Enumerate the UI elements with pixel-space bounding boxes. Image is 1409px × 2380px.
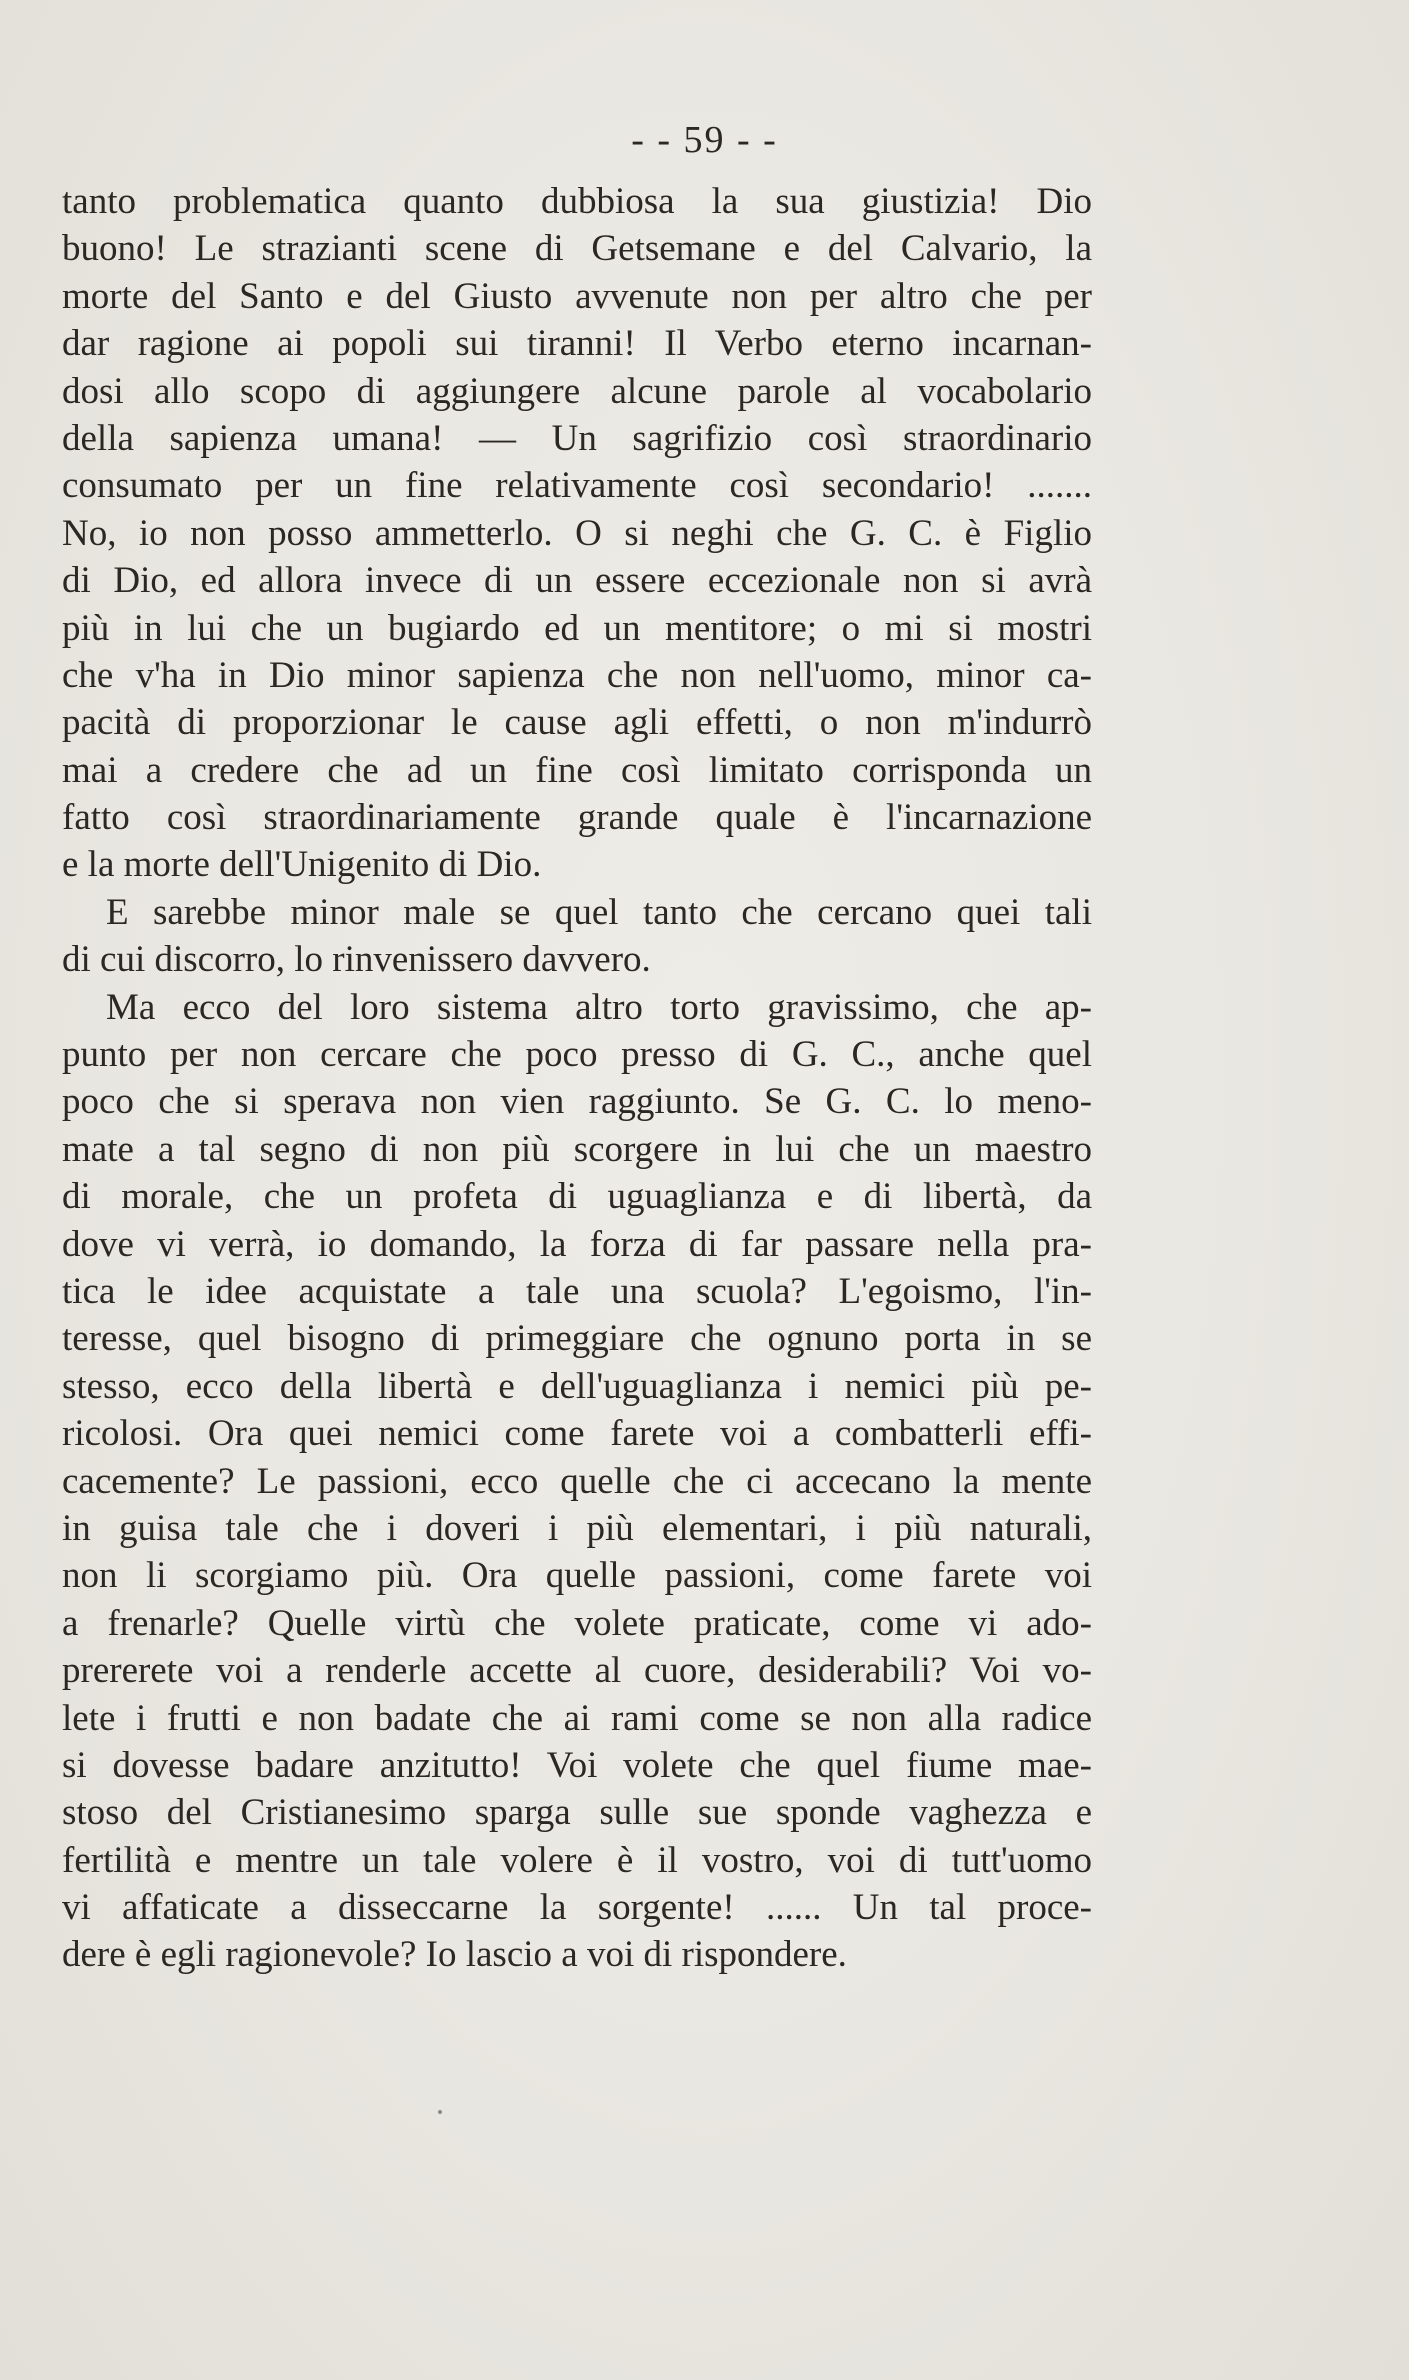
text-line: pacità di proporzionar le cause agli effetti, o non m'indurrò — [62, 702, 1092, 744]
paper-speck — [438, 2110, 442, 2114]
page-number: - - 59 - - — [631, 119, 778, 161]
text-line: mate a tal segno di non più scorgere in lui che un maestro — [62, 1128, 1092, 1170]
text-line: ricolosi. Ora quei nemici come farete voi a combatterli effi- — [62, 1413, 1092, 1455]
text-line: dere è egli ragionevole? Io lascio a voi di rispondere. — [62, 1934, 847, 1976]
text-line: mai a credere che ad un fine così limitato corrisponda un — [62, 749, 1092, 791]
text-line: a frenarle? Quelle virtù che volete praticate, come vi ado- — [62, 1602, 1092, 1644]
text-line: buono! Le strazianti scene di Getsemane e del Calvario, la — [62, 228, 1092, 270]
text-line: stesso, ecco della libertà e dell'uguaglianza i nemici più pe- — [62, 1365, 1092, 1407]
text-line: in guisa tale che i doveri i più elementari, i più naturali, — [62, 1507, 1092, 1549]
text-line: e la morte dell'Unigenito di Dio. — [62, 844, 542, 886]
text-line: Ma ecco del loro sistema altro torto gravissimo, che ap- — [106, 986, 1092, 1028]
text-line: della sapienza umana! — Un sagrifizio così straordinario — [62, 417, 1092, 459]
text-line: E sarebbe minor male se quel tanto che cercano quei tali — [106, 891, 1092, 933]
text-line: prererete voi a renderle accette al cuore, desiderabili? Voi vo- — [62, 1650, 1092, 1692]
text-line: che v'ha in Dio minor sapienza che non nell'uomo, minor ca- — [62, 654, 1092, 696]
text-line: punto per non cercare che poco presso di G. C., anche quel — [62, 1034, 1092, 1076]
text-line: di cui discorro, lo rinvenissero davvero. — [62, 939, 651, 981]
text-line: tanto problematica quanto dubbiosa la sua giustizia! Dio — [62, 181, 1092, 222]
text-line: di Dio, ed allora invece di un essere eccezionale non si avrà — [62, 560, 1092, 602]
text-line: fertilità e mentre un tale volere è il vostro, voi di tutt'uomo — [62, 1839, 1092, 1881]
text-line: poco che si sperava non vien raggiunto. Se G. C. lo meno- — [62, 1081, 1092, 1123]
body-text — [62, 178, 1092, 1979]
text-line: si dovesse badare anzitutto! Voi volete che quel fiume mae- — [62, 1744, 1092, 1786]
text-line: No, io non posso ammetterlo. O si neghi che G. C. è Figlio — [62, 512, 1092, 554]
text-line: lete i frutti e non badate che ai rami come se non alla radice — [62, 1697, 1092, 1739]
text-line: di morale, che un profeta di uguaglianza e di libertà, da — [62, 1176, 1092, 1218]
text-line: dar ragione ai popoli sui tiranni! Il Verbo eterno incarnan- — [62, 323, 1092, 365]
text-line: morte del Santo e del Giusto avvenute non per altro che per — [62, 275, 1092, 317]
text-line: fatto così straordinariamente grande quale è l'incarnazione — [62, 797, 1092, 839]
text-line: consumato per un fine relativamente così secondario! ....... — [62, 465, 1092, 507]
text-line: stoso del Cristianesimo sparga sulle sue sponde vaghezza e — [62, 1792, 1092, 1834]
text-line: dosi allo scopo di aggiungere alcune parole al vocabolario — [62, 370, 1092, 412]
text-line: più in lui che un bugiardo ed un mentitore; o mi si mostri — [62, 607, 1092, 649]
text-line: dove vi verrà, io domando, la forza di far passare nella pra- — [62, 1223, 1092, 1265]
text-line: teresse, quel bisogno di primeggiare che ognuno porta in se — [62, 1318, 1092, 1360]
text-line: vi affaticate a disseccarne la sorgente! ...... Un tal proce- — [62, 1887, 1092, 1929]
text-line: tica le idee acquistate a tale una scuola? L'egoismo, l'in- — [62, 1270, 1092, 1312]
text-line: cacemente? Le passioni, ecco quelle che ci accecano la mente — [62, 1460, 1092, 1502]
text-line: non li scorgiamo più. Ora quelle passioni, come farete voi — [62, 1555, 1092, 1597]
